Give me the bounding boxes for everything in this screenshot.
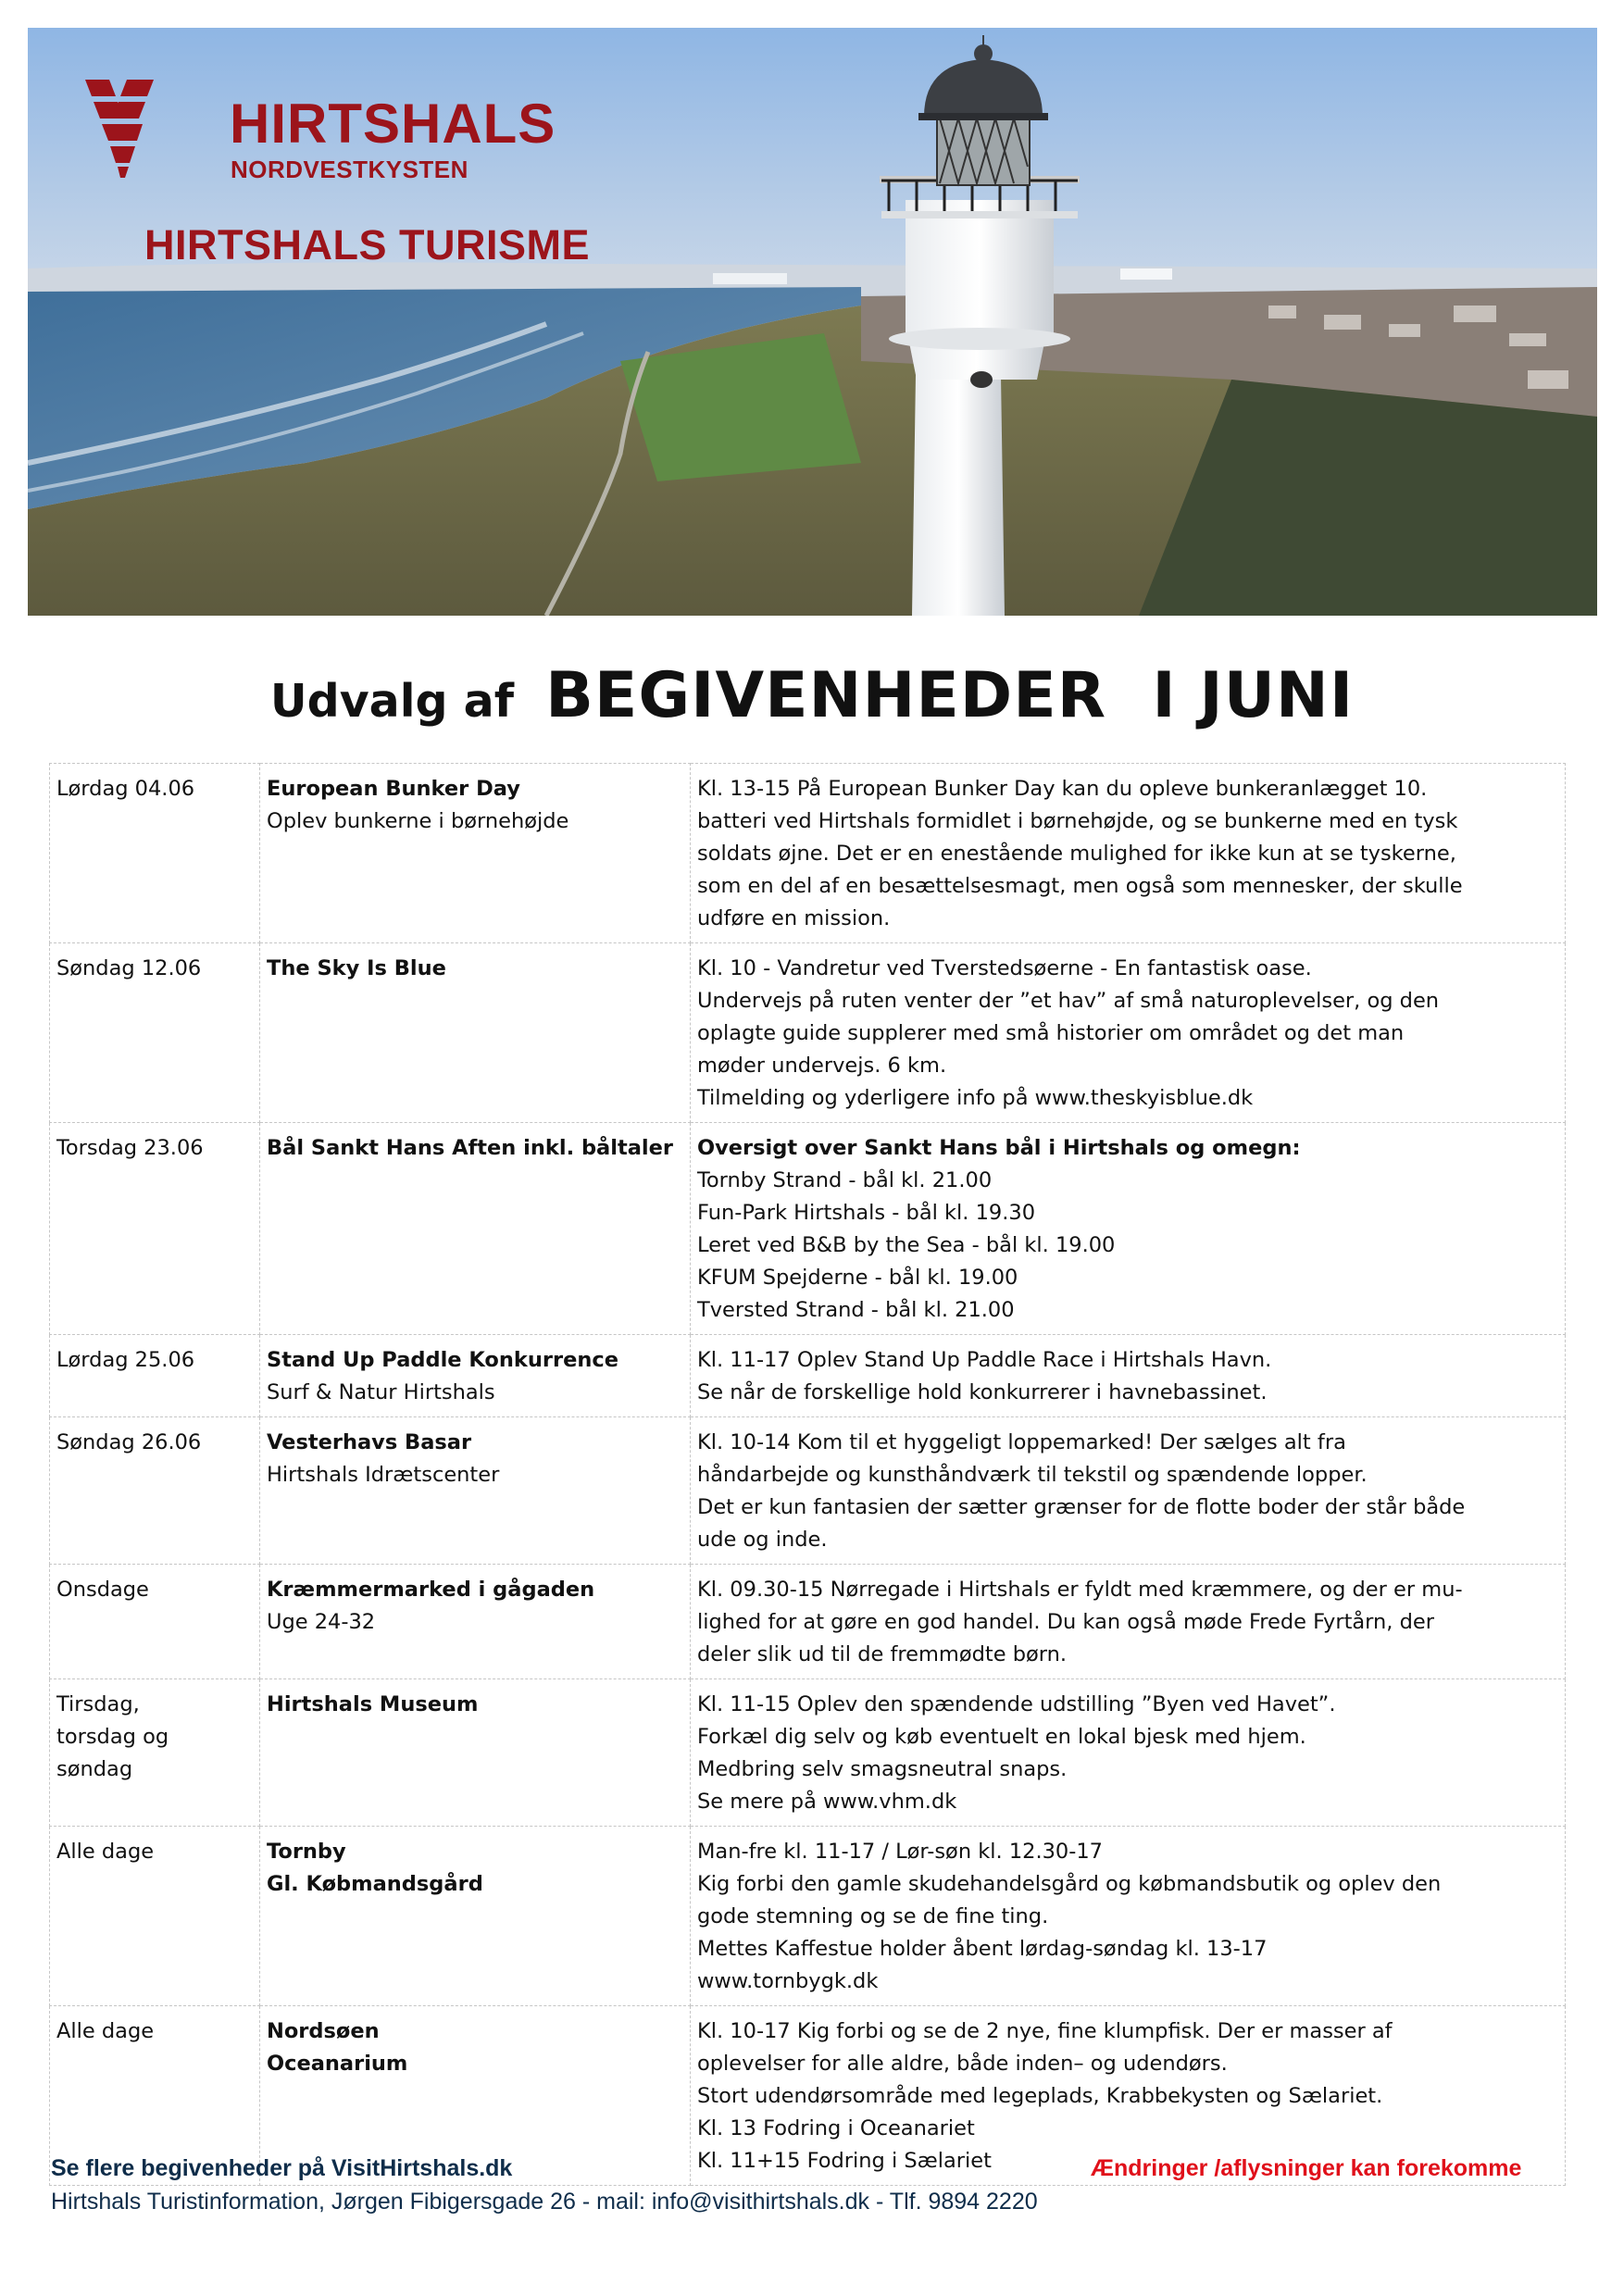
event-description-line: Forkæl dig selv og køb eventuelt en lokal bjesk med hjem. bbox=[697, 1725, 1306, 1749]
event-title-cell bbox=[260, 1123, 691, 1335]
event-date: Lørdag 04.06 bbox=[56, 777, 195, 801]
event-date: Alle dage bbox=[56, 1840, 155, 1864]
event-description-link-line[interactable]: www.tornbygk.dk bbox=[697, 1969, 879, 1993]
event-title-cell bbox=[260, 764, 691, 943]
event-name: The Sky Is Blue bbox=[267, 956, 446, 980]
more-events-link[interactable]: Se flere begivenheder på VisitHirtshals.dk bbox=[51, 2155, 513, 2181]
event-description-line: Medbring selv smagsneutral snaps. bbox=[697, 1757, 1068, 1781]
event-description-link-line[interactable]: Tilmelding og yderligere info på www.theskyisblue.dk bbox=[697, 1086, 1254, 1110]
event-description-line: møder undervejs. 6 km. bbox=[697, 1054, 947, 1078]
event-title-cell bbox=[260, 943, 691, 1123]
event-date: Søndag 26.06 bbox=[56, 1430, 202, 1454]
event-description-cell bbox=[691, 1123, 1566, 1335]
event-description-cell bbox=[691, 1827, 1566, 2006]
event-row bbox=[50, 1417, 1566, 1565]
event-subtitle: Uge 24-32 bbox=[267, 1610, 376, 1634]
event-date-cell bbox=[50, 764, 260, 943]
event-description-line: Tornby Strand - bål kl. 21.00 bbox=[697, 1168, 993, 1192]
event-description-line: Fun-Park Hirtshals - bål kl. 19.30 bbox=[697, 1201, 1036, 1225]
brand-subtitle: NORDVESTKYSTEN bbox=[231, 156, 468, 183]
page-title bbox=[0, 659, 1624, 732]
event-description-line: Det er kun fantasien der sætter grænser for de flotte boder der står både bbox=[697, 1495, 1466, 1519]
event-description-line: KFUM Spejderne - bål kl. 19.00 bbox=[697, 1266, 1018, 1290]
event-name: Gl. Købmandsgård bbox=[267, 1872, 483, 1896]
event-name: Kræmmermarked i gågaden bbox=[267, 1578, 595, 1602]
event-description-line: deler slik ud til de fremmødte børn. bbox=[697, 1642, 1068, 1666]
event-description-cell bbox=[691, 1679, 1566, 1827]
event-name: Stand Up Paddle Konkurrence bbox=[267, 1348, 618, 1372]
event-date: Søndag 12.06 bbox=[56, 956, 202, 980]
event-description-line: Man-fre kl. 11-17 / Lør-søn kl. 12.30-17 bbox=[697, 1840, 1103, 1864]
event-row bbox=[50, 1335, 1566, 1417]
event-date: Onsdage bbox=[56, 1578, 149, 1602]
event-description-line: Kl. 13-15 På European Bunker Day kan du opleve bunkeranlægget 10. bbox=[697, 777, 1428, 801]
event-name: Tornby bbox=[267, 1840, 346, 1864]
title-prefix: Udvalg af bbox=[269, 675, 515, 728]
event-date-cell bbox=[50, 1417, 260, 1565]
event-date: Tirsdag, bbox=[56, 1692, 140, 1716]
event-description-line: som en del af en besættelsesmagt, men også som mennesker, der skulle bbox=[697, 874, 1463, 898]
hero-photo bbox=[28, 28, 1597, 616]
event-description-line: ude og inde. bbox=[697, 1528, 828, 1552]
event-description-line: oplagte guide supplerer med små historier om området og det man bbox=[697, 1021, 1405, 1045]
event-description-line: Oversigt over Sankt Hans bål i Hirtshals og omegn: bbox=[697, 1136, 1301, 1160]
event-row bbox=[50, 1679, 1566, 1827]
logo-v-icon bbox=[85, 65, 159, 190]
event-date: Torsdag 23.06 bbox=[56, 1136, 204, 1160]
title-main: BEGIVENHEDER I JUNI bbox=[545, 659, 1355, 732]
event-description-line: Tversted Strand - bål kl. 21.00 bbox=[697, 1298, 1015, 1322]
event-row bbox=[50, 943, 1566, 1123]
event-name: Oceanarium bbox=[267, 2052, 408, 2076]
event-description-line: soldats øjne. Det er en enestående mulighed for ikke kun at se tyskerne, bbox=[697, 842, 1456, 866]
event-description-line: lighed for at gøre en god handel. Du kan også møde Frede Fyrtårn, der bbox=[697, 1610, 1434, 1634]
event-description-cell bbox=[691, 1565, 1566, 1679]
event-date-cell bbox=[50, 1679, 260, 1827]
event-title-cell bbox=[260, 1827, 691, 2006]
event-description-line: håndarbejde og kunsthåndværk til tekstil og spændende lopper. bbox=[697, 1463, 1368, 1487]
event-description-line: Kl. 11-15 Oplev den spændende udstilling ”Byen ved Havet”. bbox=[697, 1692, 1336, 1716]
event-date-cell bbox=[50, 1827, 260, 2006]
event-description-line: Kig forbi den gamle skudehandelsgård og købmandsbutik og oplev den bbox=[697, 1872, 1442, 1896]
event-description-line: Mettes Kaffestue holder åbent lørdag-søndag kl. 13-17 bbox=[697, 1937, 1268, 1961]
event-title-cell bbox=[260, 1679, 691, 1827]
event-title-cell bbox=[260, 1565, 691, 1679]
events-table bbox=[49, 763, 1566, 2186]
event-row bbox=[50, 764, 1566, 943]
event-date: Lørdag 25.06 bbox=[56, 1348, 195, 1372]
event-date: søndag bbox=[56, 1757, 133, 1781]
event-name: Bål Sankt Hans Aften inkl. båltaler bbox=[267, 1136, 673, 1160]
event-description-line: udføre en mission. bbox=[697, 906, 891, 930]
event-name: Nordsøen bbox=[267, 2019, 380, 2043]
event-subtitle: Surf & Natur Hirtshals bbox=[267, 1380, 495, 1404]
brand-organisation: HIRTSHALS TURISME bbox=[144, 221, 590, 268]
event-description-line: Undervejs på ruten venter der ”et hav” af små naturoplevelser, og den bbox=[697, 989, 1440, 1013]
event-description-cell bbox=[691, 764, 1566, 943]
event-subtitle: Oplev bunkerne i børnehøjde bbox=[267, 809, 569, 833]
event-date: Alle dage bbox=[56, 2019, 155, 2043]
event-date-cell bbox=[50, 943, 260, 1123]
event-title-cell bbox=[260, 1417, 691, 1565]
contact-info: Hirtshals Turistinformation, Jørgen Fibigersgade 26 - mail: info@visithirtshals.dk - Tlf. 9894 2220 bbox=[51, 2189, 1038, 2215]
event-description-cell bbox=[691, 943, 1566, 1123]
event-date-cell bbox=[50, 1123, 260, 1335]
changes-warning: Ændringer /aflysninger kan forekomme bbox=[1091, 2155, 1522, 2181]
event-description-cell bbox=[691, 1335, 1566, 1417]
event-date: torsdag og bbox=[56, 1725, 169, 1749]
event-description-line: Leret ved B&B by the Sea - bål kl. 19.00 bbox=[697, 1233, 1116, 1257]
event-name: European Bunker Day bbox=[267, 777, 520, 801]
brand-name: HIRTSHALS bbox=[230, 93, 556, 155]
event-title-cell bbox=[260, 1335, 691, 1417]
event-row bbox=[50, 1565, 1566, 1679]
event-description-line: Kl. 11-17 Oplev Stand Up Paddle Race i Hirtshals Havn. bbox=[697, 1348, 1272, 1372]
event-description-line: batteri ved Hirtshals formidlet i børnehøjde, og se bunkerne med en tysk bbox=[697, 809, 1458, 833]
event-description-line: Kl. 13 Fodring i Oceanariet bbox=[697, 2116, 975, 2140]
event-date-cell bbox=[50, 1335, 260, 1417]
event-description-line: Kl. 09.30-15 Nørregade i Hirtshals er fyldt med kræmmere, og der er mu- bbox=[697, 1578, 1463, 1602]
event-description-line: Se når de forskellige hold konkurrerer i havnebassinet. bbox=[697, 1380, 1268, 1404]
event-row bbox=[50, 1123, 1566, 1335]
event-date-cell bbox=[50, 1565, 260, 1679]
event-row bbox=[50, 1827, 1566, 2006]
event-description-line: oplevelser for alle aldre, både inden– og udendørs. bbox=[697, 2052, 1228, 2076]
event-subtitle: Hirtshals Idrætscenter bbox=[267, 1463, 500, 1487]
event-description-line: Kl. 11+15 Fodring i Sælariet bbox=[697, 2149, 992, 2173]
event-description-line: Kl. 10-14 Kom til et hyggeligt loppemarked! Der sælges alt fra bbox=[697, 1430, 1346, 1454]
event-description-line: Kl. 10-17 Kig forbi og se de 2 nye, fine klumpfisk. Der er masser af bbox=[697, 2019, 1393, 2043]
event-description-link-line[interactable]: Se mere på www.vhm.dk bbox=[697, 1790, 957, 1814]
event-description-line: Kl. 10 - Vandretur ved Tverstedsøerne - En fantastisk oase. bbox=[697, 956, 1312, 980]
event-description-cell bbox=[691, 1417, 1566, 1565]
event-name: Vesterhavs Basar bbox=[267, 1430, 472, 1454]
event-description-line: gode stemning og se de fine ting. bbox=[697, 1904, 1049, 1928]
event-description-line: Stort udendørsområde med legeplads, Krabbekysten og Sælariet. bbox=[697, 2084, 1383, 2108]
event-name: Hirtshals Museum bbox=[267, 1692, 479, 1716]
